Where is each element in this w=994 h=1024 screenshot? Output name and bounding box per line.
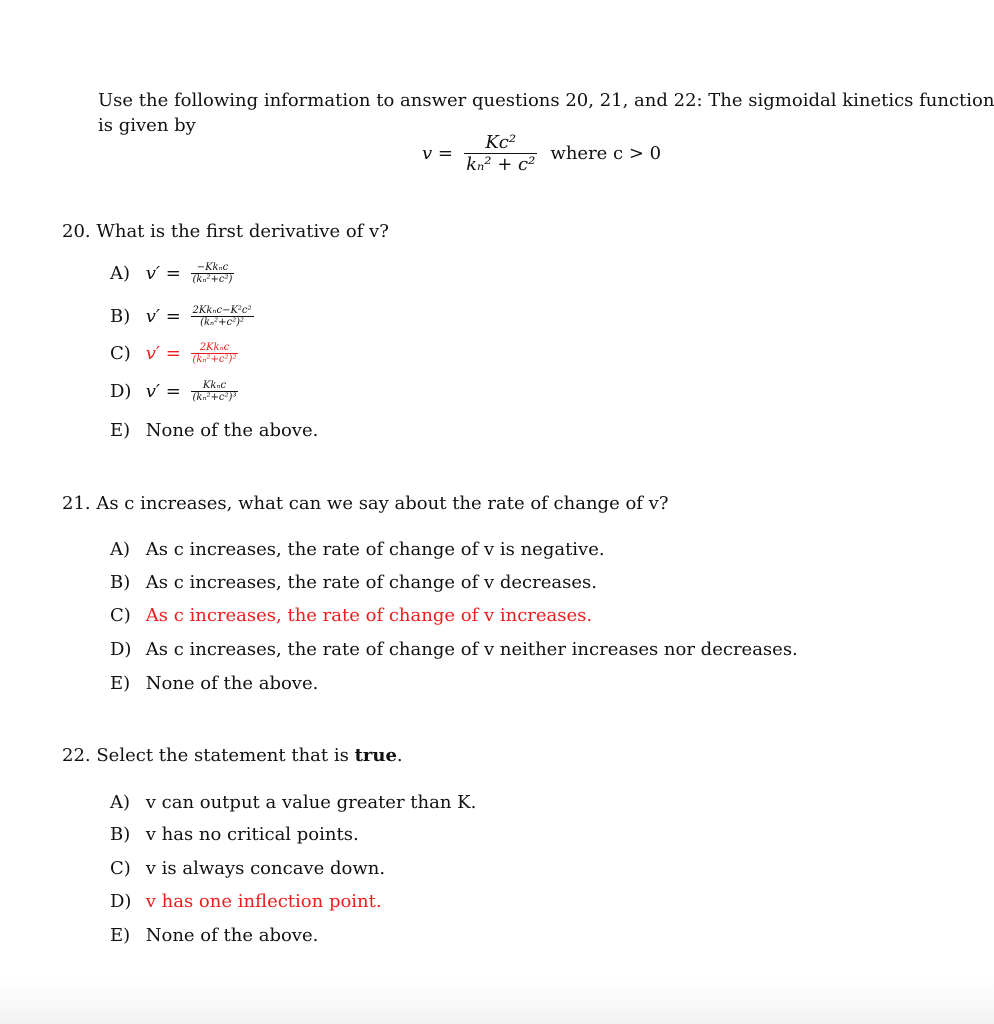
q22-question (62, 745, 403, 767)
option-label: A) (110, 539, 131, 560)
option-label: D) (110, 891, 132, 912)
option-lhs: v′ = (145, 263, 181, 284)
option-denominator: (kₙ²+c²)³ (192, 392, 237, 403)
option-numerator: 2Kkₙc (199, 342, 230, 353)
q22-question-prefix: 22. Select the statement that is (62, 745, 355, 766)
option-fraction (191, 262, 235, 285)
formula-numerator: Kc² (485, 132, 517, 153)
q22-option-b (110, 824, 359, 845)
option-lhs: v′ = (145, 381, 181, 402)
q22-question-suffix: . (396, 745, 403, 766)
option-denominator: (kₙ²+c²) (192, 274, 233, 285)
option-lhs: v′ = (145, 306, 181, 327)
q21-question: 21. As c increases, what can we say about the rate of change of v? (62, 493, 669, 514)
option-lhs: v′ = (145, 343, 181, 364)
sigmoid-formula (422, 132, 661, 175)
option-text: None of the above. (145, 420, 319, 441)
q22-option-e (110, 925, 318, 946)
option-label: B) (110, 572, 131, 593)
intro-line-1: Use the following information to answer questions 20, 21, and 22: The sigmoidal kinetics function (98, 90, 994, 111)
option-denominator: (kₙ²+c²)² (192, 354, 237, 365)
option-label: E) (110, 925, 131, 946)
option-text: As c increases, the rate of change of v decreases. (145, 572, 597, 593)
option-label: D) (110, 380, 132, 402)
option-label: C) (110, 605, 131, 626)
intro-line-2: is given by (98, 115, 196, 136)
option-text: As c increases, the rate of change of v neither increases nor decreases. (145, 639, 798, 660)
option-fraction (191, 305, 254, 328)
option-text-answer: v has one inflection point. (145, 891, 382, 912)
q21-option-c (110, 605, 592, 626)
formula-denominator: kₙ² + c² (466, 154, 536, 175)
option-label: B) (110, 305, 131, 327)
q20-option-c (110, 342, 238, 365)
option-text-answer: As c increases, the rate of change of v increases. (145, 605, 593, 626)
q22-option-a (110, 792, 476, 813)
formula-fraction (464, 132, 537, 175)
option-label: E) (110, 673, 131, 694)
formula-lhs: v = (422, 142, 453, 164)
option-text: None of the above. (145, 925, 319, 946)
option-text: None of the above. (145, 673, 319, 694)
option-label: A) (110, 792, 131, 813)
q21-option-d (110, 639, 798, 660)
q20-option-e (110, 420, 318, 441)
option-text: v is always concave down. (145, 858, 386, 879)
q22-option-c (110, 858, 385, 879)
q21-option-a (110, 539, 605, 560)
q21-option-e (110, 673, 318, 694)
option-label: E) (110, 420, 131, 441)
q22-option-d (110, 891, 382, 912)
option-text: v can output a value greater than K. (145, 792, 477, 813)
option-label: C) (110, 342, 131, 364)
q20-option-b (110, 305, 254, 328)
page-bottom-shadow (0, 980, 994, 1024)
option-text: As c increases, the rate of change of v is negative. (145, 539, 605, 560)
option-label: D) (110, 639, 132, 660)
q20-option-d (110, 380, 238, 403)
option-label: A) (110, 262, 131, 284)
option-numerator: 2Kkₙc−K²c² (192, 305, 252, 316)
option-denominator: (kₙ²+c²)² (191, 316, 254, 328)
option-label: C) (110, 858, 131, 879)
option-numerator: −Kkₙc (196, 262, 229, 273)
q20-question: 20. What is the first derivative of v? (62, 221, 389, 242)
q22-question-bold: true (354, 745, 397, 766)
option-text: v has no critical points. (145, 824, 359, 845)
option-numerator: Kkₙc (202, 380, 227, 391)
q21-option-b (110, 572, 597, 593)
option-fraction (191, 380, 239, 403)
formula-condition: where c > 0 (550, 142, 662, 164)
option-fraction-answer (191, 342, 239, 365)
q20-option-a (110, 262, 234, 285)
option-label: B) (110, 824, 131, 845)
